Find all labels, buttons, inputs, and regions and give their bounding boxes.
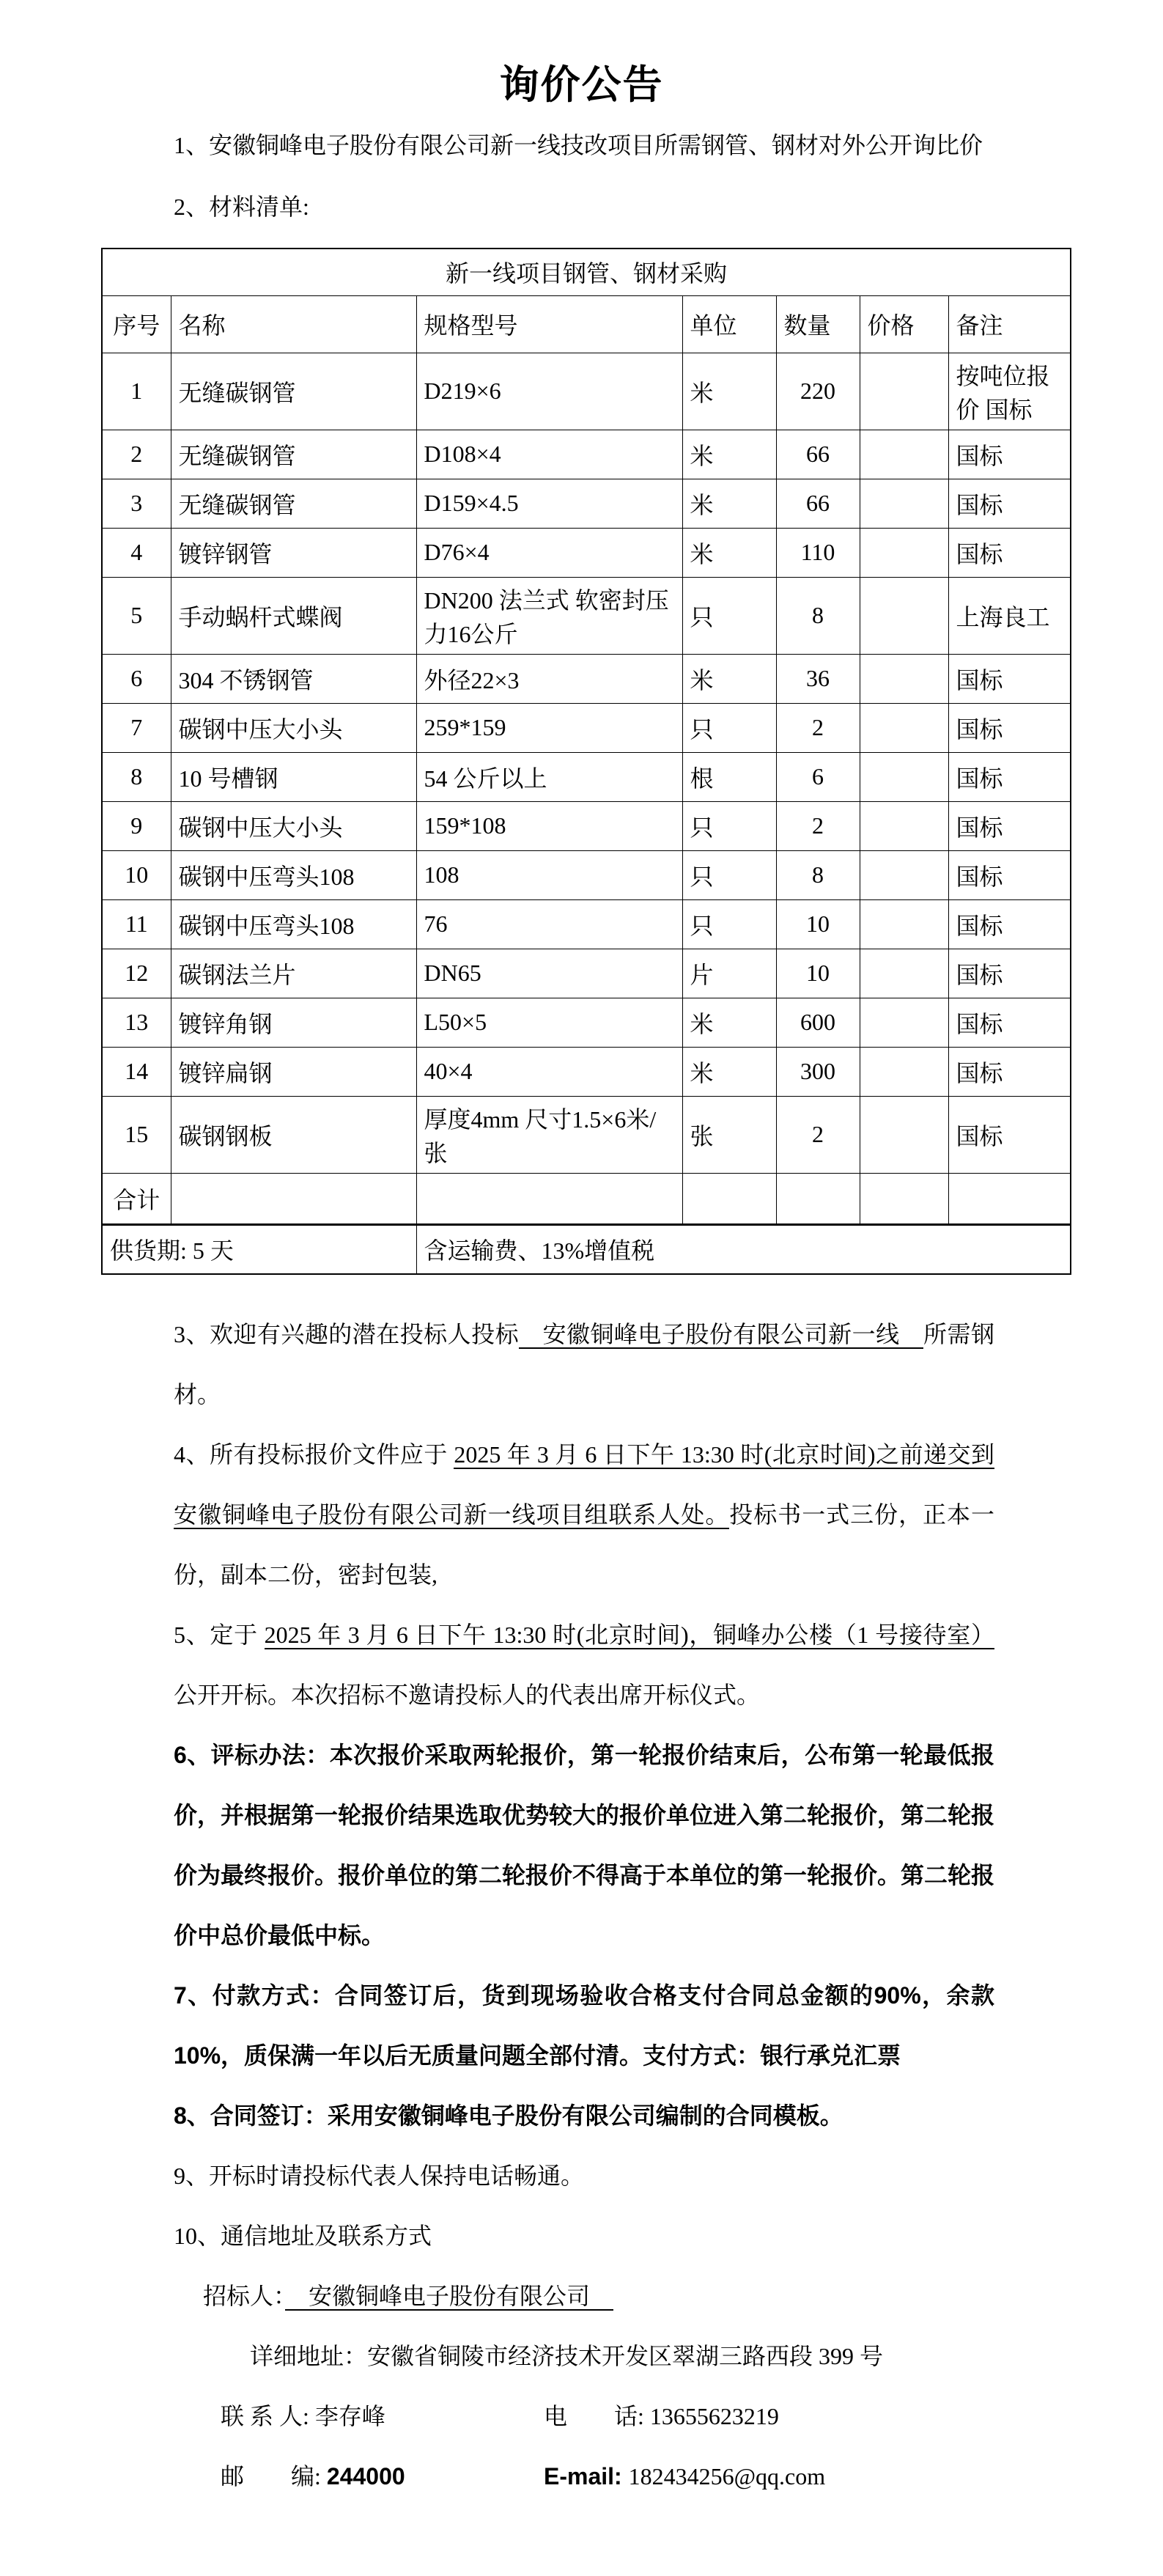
table-cell (860, 654, 948, 703)
table-cell: 碳钢中压大小头 (171, 703, 416, 752)
table-cell: 4 (102, 528, 171, 577)
table-cell: 8 (776, 850, 860, 899)
table-cell: 米 (682, 353, 776, 430)
table-cell: 国标 (948, 1047, 1071, 1096)
email-label: E-mail: (544, 2463, 629, 2489)
table-cell: 1 (102, 353, 171, 430)
table-caption-row (102, 249, 1071, 295)
address-line: 详细地址：安徽省铜陵市经济技术开发区翠湖三路西段 399 号 (250, 2343, 884, 2369)
table-cell: 8 (102, 752, 171, 801)
header-spec: 规格型号 (416, 295, 682, 353)
table-cell: 无缝碳钢管 (171, 479, 416, 528)
table-cell: 米 (682, 1047, 776, 1096)
table-cell: 2 (776, 801, 860, 850)
email-address: 182434256@qq.com (628, 2463, 826, 2489)
table-cell: 304 不锈钢管 (171, 654, 416, 703)
table-cell: 15 (102, 1096, 171, 1173)
bidder-line (174, 2266, 994, 2326)
supply-note: 含运输费、13%增值税 (416, 1224, 1071, 1274)
table-cell (860, 703, 948, 752)
header-name: 名称 (171, 295, 416, 353)
table-cell: 无缝碳钢管 (171, 430, 416, 479)
total-cell (171, 1173, 416, 1224)
table-cell: 张 (682, 1096, 776, 1173)
table-cell: 76 (416, 899, 682, 949)
table-cell: 14 (102, 1047, 171, 1096)
table-row (102, 479, 1071, 528)
table-cell: 只 (682, 801, 776, 850)
total-cell (416, 1173, 682, 1224)
table-cell: 国标 (948, 850, 1071, 899)
table-cell (860, 1047, 948, 1096)
table-row (102, 577, 1071, 654)
header-index: 序号 (102, 295, 171, 353)
table-cell: 只 (682, 899, 776, 949)
table-cell: DN200 法兰式 软密封压力16公斤 (416, 577, 682, 654)
email-group (544, 2446, 825, 2506)
table-cell: 镀锌角钢 (171, 998, 416, 1047)
table-row (102, 801, 1071, 850)
materials-table-body (102, 249, 1071, 1274)
table-cell: DN65 (416, 949, 682, 998)
table-cell: 镀锌扁钢 (171, 1047, 416, 1096)
table-cell: 国标 (948, 528, 1071, 577)
intro-item-1: 1、安徽铜峰电子股份有限公司新一线技改项目所需钢管、钢材对外公开询比价 (174, 132, 983, 158)
contact-phone: 电 话: 13655623219 (544, 2403, 779, 2429)
header-price: 价格 (860, 295, 948, 353)
intro-item-2: 2、材料清单: (174, 194, 309, 220)
table-cell: 66 (776, 430, 860, 479)
table-cell: 10 号槽钢 (171, 752, 416, 801)
total-cell (776, 1173, 860, 1224)
total-row (102, 1173, 1071, 1224)
table-cell (860, 899, 948, 949)
paragraph-4 (174, 1424, 994, 1605)
postal-label: 邮 编: (221, 2463, 327, 2489)
table-cell: 手动蜗杆式蝶阀 (171, 577, 416, 654)
paragraph-4-text: 投标书一式三份，正本一份，副本二份，密封包装, (174, 1501, 994, 1588)
table-cell: 259*159 (416, 703, 682, 752)
table-row (102, 998, 1071, 1047)
table-row (102, 353, 1071, 430)
table-caption: 新一线项目钢管、钢材采购 (102, 249, 1071, 295)
table-cell (860, 353, 948, 430)
paragraph-5 (174, 1605, 994, 1725)
table-cell: 6 (102, 654, 171, 703)
supply-period: 供货期: 5 天 (102, 1224, 416, 1274)
table-cell (860, 577, 948, 654)
header-remark: 备注 (948, 295, 1071, 353)
table-cell: 国标 (948, 430, 1071, 479)
table-cell: 600 (776, 998, 860, 1047)
supply-row (102, 1224, 1071, 1274)
paragraph-3 (174, 1304, 994, 1424)
table-cell: 国标 (948, 1096, 1071, 1173)
table-cell: 13 (102, 998, 171, 1047)
table-cell: D159×4.5 (416, 479, 682, 528)
table-cell: 国标 (948, 752, 1071, 801)
table-cell: 根 (682, 752, 776, 801)
paragraph-8: 8、合同签订：采用安徽铜峰电子股份有限公司编制的合同模板。 (174, 2102, 843, 2129)
paragraph-3-text: 3、欢迎有兴趣的潜在投标人投标 (174, 1321, 520, 1347)
table-cell: 米 (682, 654, 776, 703)
table-cell: 36 (776, 654, 860, 703)
table-cell: 11 (102, 899, 171, 949)
contact-person: 联 系 人: 李存峰 (221, 2403, 385, 2429)
table-row (102, 949, 1071, 998)
total-cell (860, 1173, 948, 1224)
table-cell: L50×5 (416, 998, 682, 1047)
table-cell (860, 1096, 948, 1173)
table-cell: 碳钢中压大小头 (171, 801, 416, 850)
table-cell: 国标 (948, 899, 1071, 949)
table-cell: 66 (776, 479, 860, 528)
table-cell: 只 (682, 850, 776, 899)
table-cell: 40×4 (416, 1047, 682, 1096)
table-cell (860, 430, 948, 479)
table-cell: 10 (102, 850, 171, 899)
table-cell: D108×4 (416, 430, 682, 479)
table-cell: 米 (682, 430, 776, 479)
table-row (102, 528, 1071, 577)
paragraph-5-underlined: 2025 年 3 月 6 日下午 13:30 时(北京时间)，铜峰办公楼（1 号接待室） (264, 1622, 994, 1648)
table-cell: 米 (682, 479, 776, 528)
paragraph-5-text: 5、定于 (174, 1622, 265, 1648)
table-cell: 厚度4mm 尺寸1.5×6米/张 (416, 1096, 682, 1173)
bidder-label: 招标人： (203, 2283, 286, 2309)
table-cell (860, 949, 948, 998)
table-cell: 2 (776, 1096, 860, 1173)
table-cell: 2 (102, 430, 171, 479)
table-cell: 碳钢法兰片 (171, 949, 416, 998)
table-cell: 国标 (948, 801, 1071, 850)
table-row (102, 430, 1071, 479)
table-cell: 108 (416, 850, 682, 899)
table-cell: 7 (102, 703, 171, 752)
table-row (102, 899, 1071, 949)
total-label: 合计 (102, 1173, 171, 1224)
table-cell: 国标 (948, 479, 1071, 528)
table-cell: 300 (776, 1047, 860, 1096)
table-cell: 54 公斤以上 (416, 752, 682, 801)
paragraph-3-text: 所需钢材。 (174, 1321, 994, 1407)
table-row (102, 1047, 1071, 1096)
table-cell: D76×4 (416, 528, 682, 577)
table-cell: 110 (776, 528, 860, 577)
table-cell: 10 (776, 899, 860, 949)
table-row (102, 850, 1071, 899)
table-cell: 220 (776, 353, 860, 430)
paragraph-9: 9、开标时请投标代表人保持电话畅通。 (174, 2163, 585, 2189)
table-cell: 国标 (948, 998, 1071, 1047)
body-text (174, 1304, 994, 2506)
table-header-row (102, 295, 1071, 353)
table-row (102, 1096, 1071, 1173)
postal-email-line (174, 2446, 994, 2506)
table-cell: 2 (776, 703, 860, 752)
table-cell: 镀锌钢管 (171, 528, 416, 577)
table-cell: D219×6 (416, 353, 682, 430)
table-cell: 碳钢钢板 (171, 1096, 416, 1173)
table-cell (860, 998, 948, 1047)
paragraph-3-underlined: 安徽铜峰电子股份有限公司新一线 (519, 1321, 924, 1347)
table-cell: 只 (682, 703, 776, 752)
table-cell (860, 752, 948, 801)
table-cell: 国标 (948, 949, 1071, 998)
postal-code: 244000 (326, 2463, 405, 2489)
total-cell (948, 1173, 1071, 1224)
total-cell (682, 1173, 776, 1224)
table-cell (860, 801, 948, 850)
table-cell (860, 479, 948, 528)
person-phone-line (174, 2386, 994, 2446)
table-cell: 国标 (948, 703, 1071, 752)
paragraph-4-text: 4、所有投标报价文件应于 (174, 1441, 454, 1468)
table-cell: 5 (102, 577, 171, 654)
table-cell: 12 (102, 949, 171, 998)
table-cell: 8 (776, 577, 860, 654)
bidder-name: 安徽铜峰电子股份有限公司 (285, 2283, 614, 2309)
table-cell: 上海良工 (948, 577, 1071, 654)
page-title: 询价公告 (499, 63, 664, 107)
table-cell: 米 (682, 998, 776, 1047)
table-cell (860, 850, 948, 899)
materials-table (101, 248, 1071, 1275)
table-cell: 国标 (948, 654, 1071, 703)
table-row (102, 752, 1071, 801)
table-cell: 3 (102, 479, 171, 528)
table-cell: 片 (682, 949, 776, 998)
header-unit: 单位 (682, 295, 776, 353)
paragraph-7: 7、付款方式：合同签订后，货到现场验收合格支付合同总金额的90%，余款10%，质保满一年以后无质量问题全部付清。支付方式：银行承兑汇票 (174, 1982, 994, 2069)
table-cell: 外径22×3 (416, 654, 682, 703)
paragraph-10: 10、通信地址及联系方式 (174, 2223, 432, 2249)
table-cell: 10 (776, 949, 860, 998)
table-cell: 碳钢中压弯头108 (171, 899, 416, 949)
table-cell: 无缝碳钢管 (171, 353, 416, 430)
paragraph-5-text: 公开开标。本次招标不邀请投标人的代表出席开标仪式。 (174, 1682, 761, 1708)
table-row (102, 703, 1071, 752)
table-cell: 碳钢中压弯头108 (171, 850, 416, 899)
table-cell: 米 (682, 528, 776, 577)
table-cell (860, 528, 948, 577)
header-qty: 数量 (776, 295, 860, 353)
table-cell: 9 (102, 801, 171, 850)
paragraph-6: 6、评标办法：本次报价采取两轮报价，第一轮报价结束后，公布第一轮最低报价，并根据第一轮报价结果选取优势较大的报价单位进入第二轮报价，第二轮报价为最终报价。报价单位的第二轮报价不得高于本单位的第一轮报价。第二轮报价中总价最低中标。 (174, 1742, 995, 1948)
table-cell: 159*108 (416, 801, 682, 850)
table-cell: 只 (682, 577, 776, 654)
paragraph-4-underlined: 2025 年 3 月 6 日下午 13:30 时(北京时间)之前递交到安徽铜峰电子股份有限公司新一线项目组联系人处。 (174, 1441, 994, 1528)
table-cell: 6 (776, 752, 860, 801)
table-cell: 按吨位报价 国标 (948, 353, 1071, 430)
table-row (102, 654, 1071, 703)
